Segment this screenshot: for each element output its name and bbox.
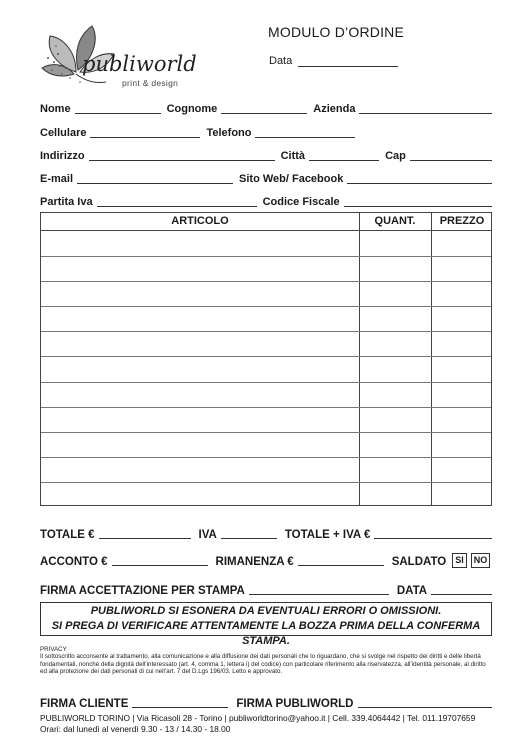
totale-field[interactable] — [99, 528, 191, 539]
form-title: MODULO D’ORDINE — [268, 24, 405, 40]
partita-iva-field[interactable] — [97, 196, 257, 207]
firma-publiworld-field[interactable] — [358, 697, 493, 708]
order-table — [40, 212, 492, 506]
footer-contacts: PUBLIWORLD TORINO | Via Ricasoli 28 - Torino | publiworldtorino@yahoo.it | Cell. 339.4064442 | Tel. 011.19707659 — [40, 713, 476, 723]
table-row[interactable] — [41, 331, 491, 332]
sito-label: Sito Web/ Facebook — [239, 173, 344, 185]
privacy-text: Il sottoscritto acconsente al trattamento, alla comunicazione e alla diffusione dei dati personali che lo riguardano, che si svolge nel rispetto dei diritti e delle libertà fondamentali, nonché della dignità dell’interessato (art. 4, comma 1, lettera i) del codice) con particolare riferimento alla riservatezza, all’identità personale, al diritto ed alla protezione dei dati personali di cui nell’art. 7 del D.Lgs 196/03. Letto e approvato. — [40, 653, 486, 676]
saldato-label: SALDATO — [391, 556, 447, 568]
col-articolo: ARTICOLO — [171, 215, 229, 227]
table-row[interactable] — [41, 382, 491, 383]
row-cellulare-telefono — [40, 125, 492, 139]
rimanenza-label: RIMANENZA € — [215, 556, 294, 568]
privacy-title: PRIVACY — [40, 646, 67, 653]
row-email-sito — [40, 171, 492, 185]
data-label: DATA — [396, 585, 428, 597]
nome-label: Nome — [40, 103, 71, 115]
disclaimer-line-2: SI PREGA DI VERIFICARE ATTENTAMENTE LA BOZZA PRIMA DELLA CONFERMA STAMPA. — [51, 620, 481, 647]
nome-field[interactable] — [75, 103, 161, 114]
table-row[interactable] — [41, 306, 491, 307]
rimanenza-field[interactable] — [298, 555, 384, 566]
date-label: Data — [269, 55, 293, 67]
indirizzo-field[interactable] — [89, 150, 275, 161]
table-row[interactable] — [41, 482, 491, 483]
iva-label: IVA — [198, 529, 217, 541]
footer-hours: Orari: dal lunedì al venerdì 9.30 - 13 / 14.30 - 18.00 — [40, 724, 231, 734]
table-row[interactable] — [41, 457, 491, 458]
firma-publiworld-label: FIRMA PUBLIWORLD — [236, 698, 354, 710]
email-label: E-mail — [40, 173, 74, 185]
telefono-label: Telefono — [206, 127, 252, 139]
email-field[interactable] — [77, 173, 233, 184]
table-row[interactable] — [41, 256, 491, 257]
row-acconto — [40, 552, 492, 568]
totale-label: TOTALE € — [40, 529, 95, 541]
row-piva-codicefiscale — [40, 194, 492, 208]
codice-fiscale-label: Codice Fiscale — [262, 196, 340, 208]
indirizzo-label: Indirizzo — [40, 150, 85, 162]
row-totale — [40, 525, 492, 541]
si-checkbox[interactable]: SI — [452, 553, 467, 568]
data-field[interactable] — [431, 584, 492, 595]
row-firme — [40, 694, 492, 710]
table-header — [41, 213, 491, 231]
table-row[interactable] — [41, 432, 491, 433]
privacy-section — [40, 646, 494, 676]
cap-field[interactable] — [410, 150, 492, 161]
row-firma-accettazione — [40, 581, 492, 597]
iva-field[interactable] — [221, 528, 277, 539]
no-checkbox[interactable]: NO — [471, 553, 491, 568]
table-row[interactable] — [41, 356, 491, 357]
footer — [40, 713, 500, 735]
brand-tagline: print & design — [122, 78, 179, 88]
citta-label: Città — [280, 150, 306, 162]
table-row[interactable] — [41, 281, 491, 282]
azienda-label: Azienda — [313, 103, 356, 115]
brand-name: publiworld — [82, 52, 197, 76]
acconto-label: ACCONTO € — [40, 556, 108, 568]
cap-label: Cap — [385, 150, 406, 162]
totale-iva-field[interactable] — [374, 528, 492, 539]
cognome-label: Cognome — [166, 103, 218, 115]
telefono-field[interactable] — [255, 127, 355, 138]
azienda-field[interactable] — [359, 103, 492, 114]
row-nome-cognome-azienda — [40, 101, 492, 115]
col-prezzo: PREZZO — [439, 215, 485, 227]
totale-iva-label: TOTALE + IVA € — [284, 529, 371, 541]
codice-fiscale-field[interactable] — [344, 196, 492, 207]
partita-iva-label: Partita Iva — [40, 196, 93, 208]
firma-accettazione-field[interactable] — [249, 584, 389, 595]
cellulare-field[interactable] — [90, 127, 200, 138]
citta-field[interactable] — [309, 150, 379, 161]
table-row[interactable] — [41, 407, 491, 408]
disclaimer-box — [40, 602, 492, 647]
cognome-field[interactable] — [221, 103, 307, 114]
acconto-field[interactable] — [112, 555, 208, 566]
date-input-line[interactable] — [298, 55, 398, 67]
col-quant: QUANT. — [374, 215, 416, 227]
disclaimer-line-1: PUBLIWORLD SI ESONERA DA EVENTUALI ERRORI O OMISSIONI. — [90, 605, 442, 617]
firma-cliente-label: FIRMA CLIENTE — [40, 698, 129, 710]
firma-cliente-field[interactable] — [132, 697, 228, 708]
firma-accettazione-label: FIRMA ACCETTAZIONE PER STAMPA — [40, 585, 245, 597]
sito-field[interactable] — [347, 173, 492, 184]
date-field — [269, 55, 398, 67]
cellulare-label: Cellulare — [40, 127, 87, 139]
row-indirizzo-citta-cap — [40, 148, 492, 162]
